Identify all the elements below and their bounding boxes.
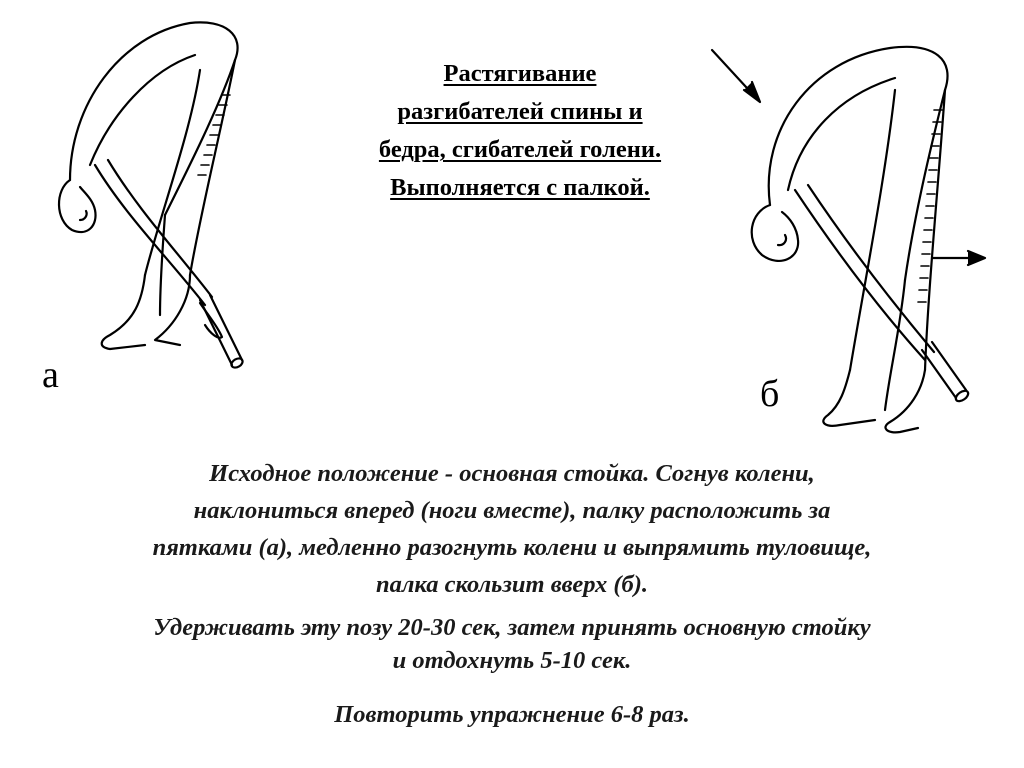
instruction-paragraph-hold xyxy=(0,611,1024,677)
title-line: Растягивание xyxy=(443,60,597,87)
exercise-title xyxy=(290,55,750,207)
instruction-line: наклониться вперед (ноги вместе), палку расположить за xyxy=(193,497,831,524)
figure-b-label: б xyxy=(760,373,780,415)
instruction-line: пятками (а), медленно разогнуть колени и выпрямить туловище, xyxy=(152,534,872,561)
figure-a-illustration xyxy=(50,15,260,385)
title-line: Выполняется с палкой. xyxy=(390,174,650,201)
figure-a-label: а xyxy=(42,354,59,396)
instruction-paragraph-start xyxy=(0,455,1024,603)
instruction-line: и отдохнуть 5-10 сек. xyxy=(392,647,632,674)
instructions-block xyxy=(0,455,1024,731)
instruction-line: палка скользит вверх (б). xyxy=(375,571,649,598)
instruction-paragraph-repeat: Повторить упражнение 6-8 раз. xyxy=(334,701,690,728)
title-line: разгибателей спины и xyxy=(397,98,643,125)
instruction-line: Исходное положение - основная стойка. Согнув колени, xyxy=(209,460,815,487)
title-line: бедра, сгибателей голени. xyxy=(378,136,662,163)
instruction-line: Удерживать эту позу 20-30 сек, затем принять основную стойку xyxy=(153,614,871,641)
